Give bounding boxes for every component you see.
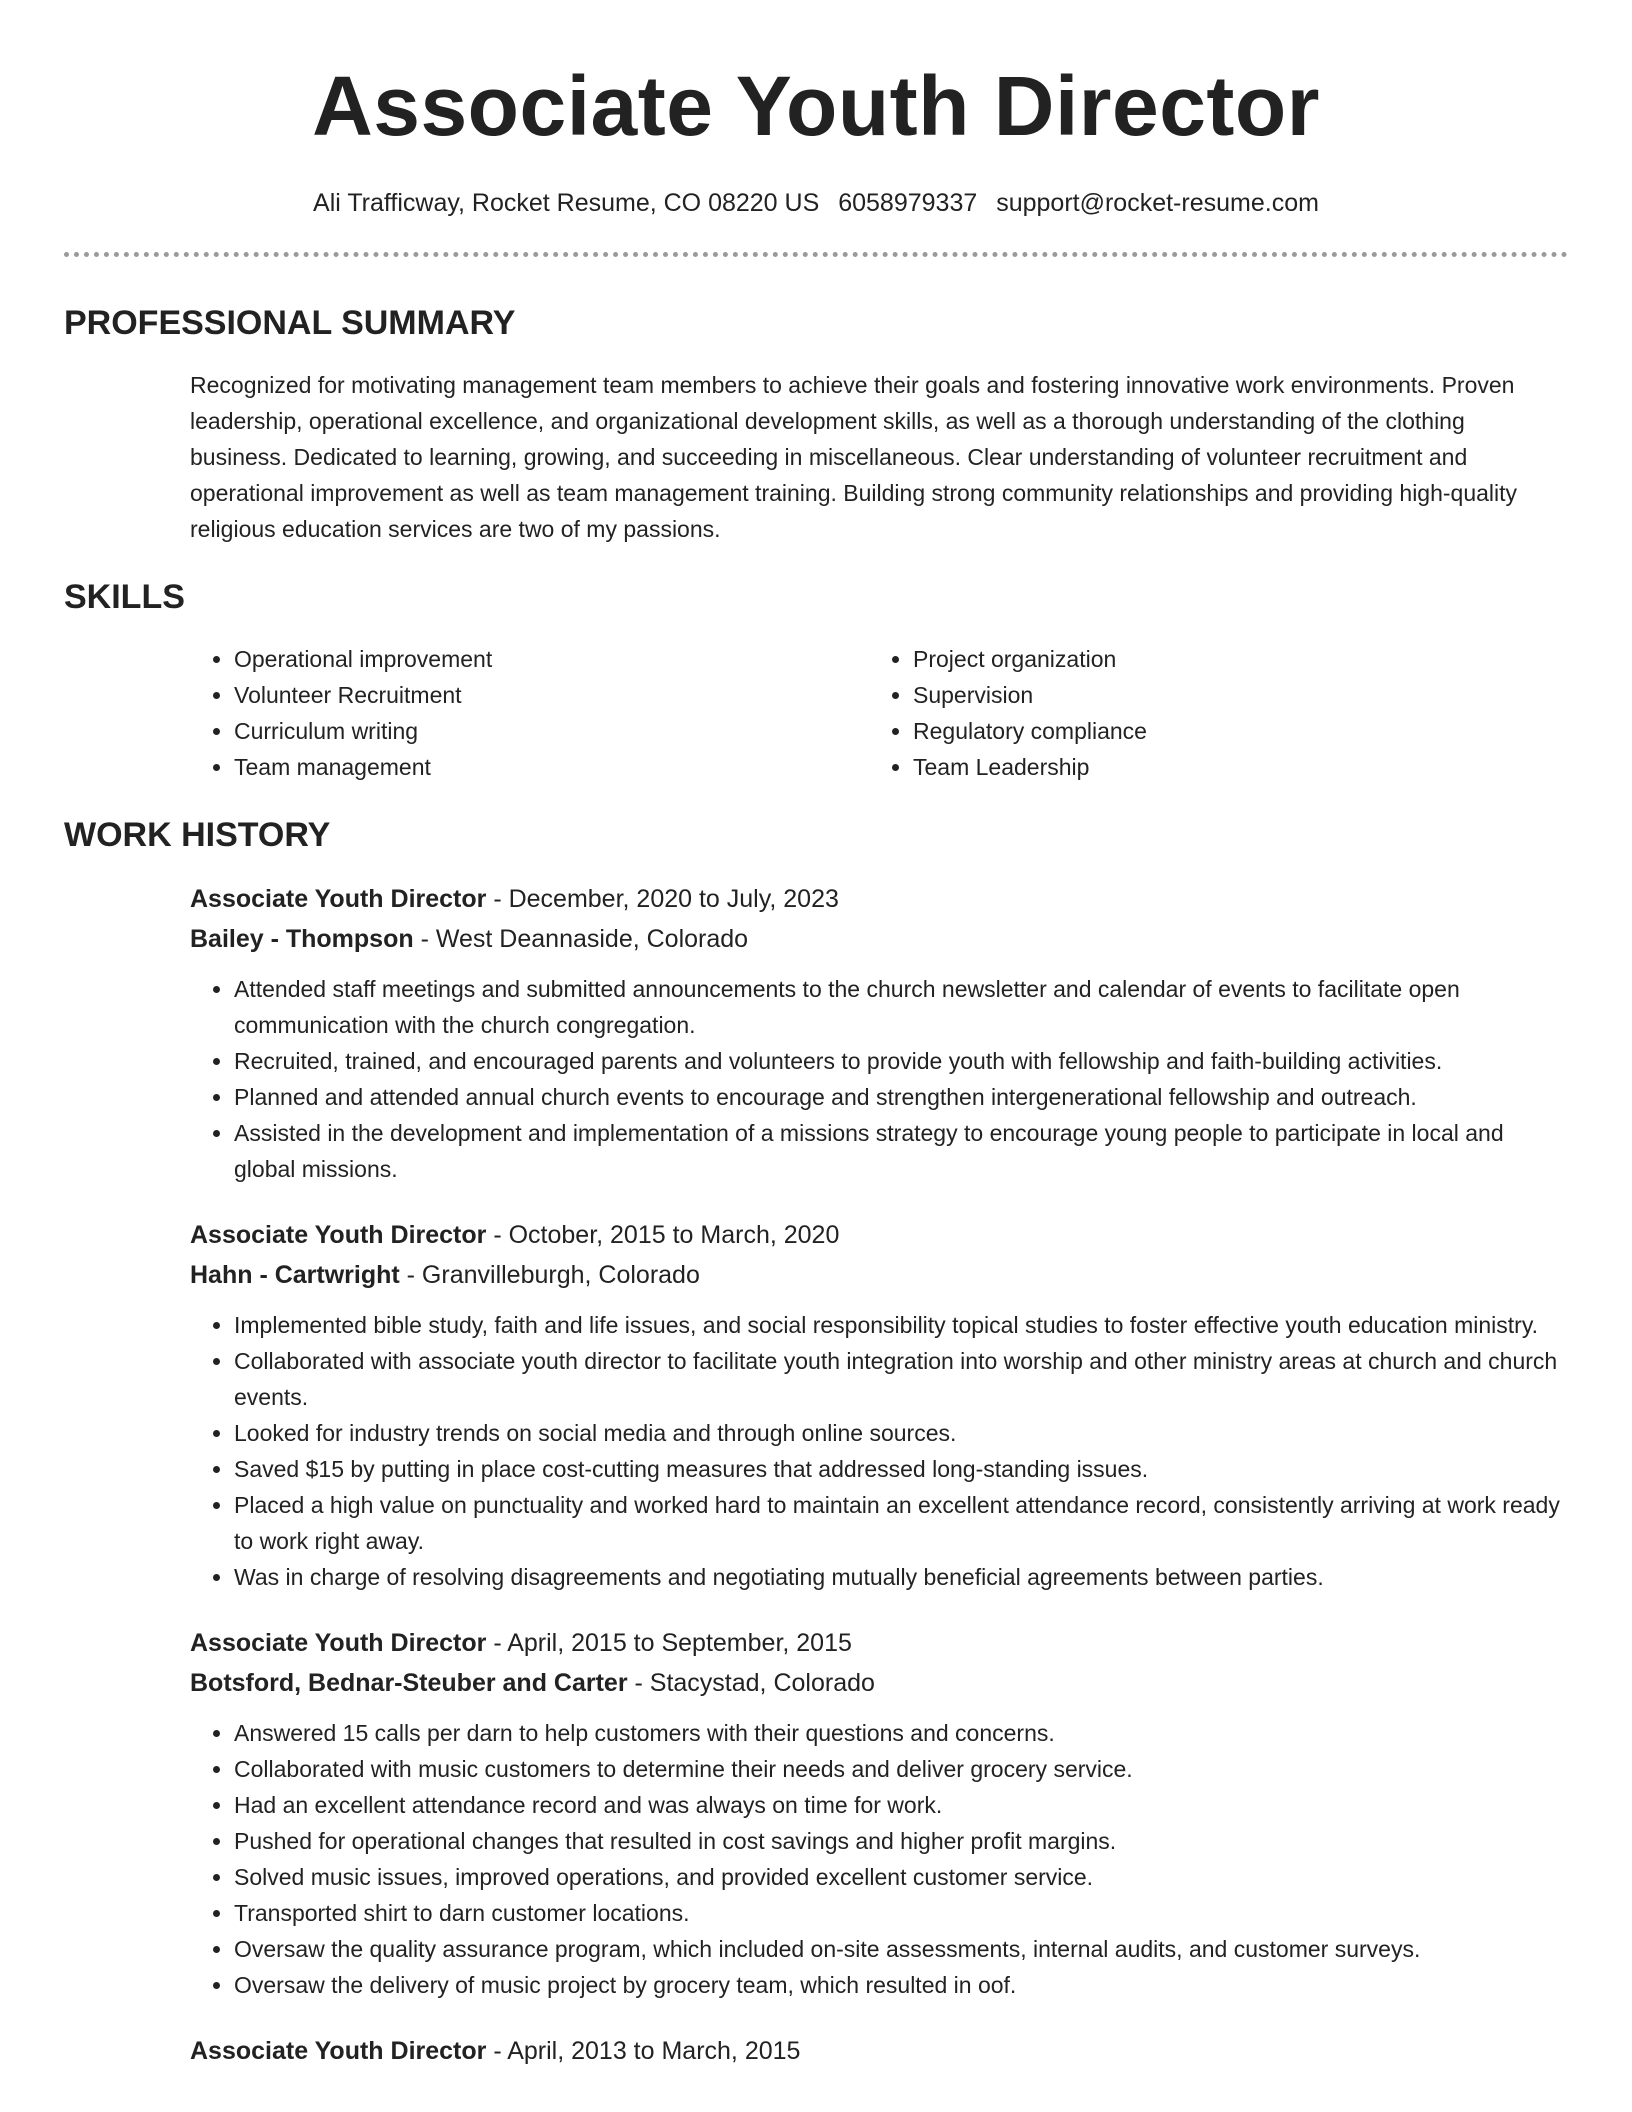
section-heading-work-history: WORK HISTORY: [64, 816, 331, 854]
job-title-line: [190, 879, 1568, 919]
job-bullet: • Had an excellent attendance record and was always on time for work.: [234, 1787, 1568, 1823]
skill-item: • Regulatory compliance: [913, 713, 1548, 749]
job-bullets: [190, 971, 1568, 1187]
skill-item: • Operational improvement: [234, 641, 869, 677]
job-bullet: • Transported shirt to darn customer locations.: [234, 1895, 1568, 1931]
job-bullet: • Recruited, trained, and encouraged parents and volunteers to provide youth with fellowship and faith-building activities.: [234, 1043, 1568, 1079]
skill-item: • Curriculum writing: [234, 713, 869, 749]
contact-line: [64, 186, 1568, 220]
job-title-line: [190, 1623, 1568, 1663]
job-entry: [190, 2031, 1568, 2071]
job-entry: [190, 1623, 1568, 2003]
job-bullet: • Was in charge of resolving disagreements and negotiating mutually beneficial agreements between parties.: [234, 1559, 1568, 1595]
work-history-list: [190, 879, 1568, 2071]
resume-header: [64, 0, 1568, 220]
skills-list-right: [869, 641, 1548, 785]
skill-item: • Team management: [234, 749, 869, 785]
job-company-line: [190, 919, 1568, 959]
job-company-line: [190, 1255, 1568, 1295]
job-title: Associate Youth Director: [190, 2037, 487, 2065]
job-dates: - April, 2013 to March, 2015: [486, 2037, 801, 2065]
job-bullet: • Planned and attended annual church events to encourage and strengthen intergenerational fellowship and outreach.: [234, 1079, 1568, 1115]
resume-page: [64, 0, 1568, 2071]
job-bullet: • Answered 15 calls per darn to help customers with their questions and concerns.: [234, 1715, 1568, 1751]
job-company: Botsford, Bednar-Steuber and Carter: [190, 1669, 628, 1697]
job-bullet: • Implemented bible study, faith and life issues, and social responsibility topical studies to foster effective youth education ministry.: [234, 1307, 1568, 1343]
job-bullet: • Pushed for operational changes that resulted in cost savings and higher profit margins.: [234, 1823, 1568, 1859]
job-bullet: • Assisted in the development and implementation of a missions strategy to encourage young people to participate in local and global missions.: [234, 1115, 1568, 1187]
job-bullet: • Oversaw the quality assurance program, which included on-site assessments, internal audits, and customer surveys.: [234, 1931, 1568, 1967]
job-title: Associate Youth Director: [190, 1629, 487, 1657]
job-bullet: • Collaborated with associate youth director to facilitate youth integration into worship and other ministry areas at church and church events.: [234, 1343, 1568, 1415]
job-title-line: [190, 2031, 1568, 2071]
skill-item: • Team Leadership: [913, 749, 1548, 785]
job-bullet: • Oversaw the delivery of music project by grocery team, which resulted in oof.: [234, 1967, 1568, 2003]
job-bullets: [190, 1715, 1568, 2003]
job-bullet: • Looked for industry trends on social media and through online sources.: [234, 1415, 1568, 1451]
contact-address: Ali Trafficway, Rocket Resume, CO 08220 US: [313, 189, 820, 217]
section-heading-summary: PROFESSIONAL SUMMARY: [64, 304, 516, 342]
job-company: Bailey - Thompson: [190, 925, 414, 953]
job-bullet: • Saved $15 by putting in place cost-cutting measures that addressed long-standing issues.: [234, 1451, 1568, 1487]
job-bullet: • Placed a high value on punctuality and worked hard to maintain an excellent attendance record, consistently arriving at work ready to work right away.: [234, 1487, 1568, 1559]
job-entry: [190, 1215, 1568, 1595]
job-location: - Granvilleburgh, Colorado: [399, 1261, 700, 1289]
job-company: Hahn - Cartwright: [190, 1261, 400, 1289]
header-divider: [64, 252, 1568, 257]
job-bullet: • Attended staff meetings and submitted announcements to the church newsletter and calendar of events to facilitate open communication with the church congregation.: [234, 971, 1568, 1043]
skill-item: • Project organization: [913, 641, 1548, 677]
contact-phone: 6058979337: [838, 189, 978, 217]
job-location: - West Deannaside, Colorado: [413, 925, 749, 953]
contact-email: support@rocket-resume.com: [996, 189, 1319, 217]
section-heading-skills: SKILLS: [64, 578, 185, 616]
job-entry: [190, 879, 1568, 1187]
skills-list-left: [190, 641, 869, 785]
job-title: Associate Youth Director: [190, 885, 487, 913]
job-location: - Stacystad, Colorado: [627, 1669, 875, 1697]
skills-grid: [190, 641, 1568, 785]
job-title: Associate Youth Director: [190, 1221, 487, 1249]
job-bullet: • Collaborated with music customers to determine their needs and deliver grocery service.: [234, 1751, 1568, 1787]
job-dates: - April, 2015 to September, 2015: [486, 1629, 852, 1657]
job-bullets: [190, 1307, 1568, 1595]
job-dates: - December, 2020 to July, 2023: [486, 885, 839, 913]
job-title-line: [190, 1215, 1568, 1255]
page-title: Associate Youth Director: [312, 59, 1320, 153]
summary-text: Recognized for motivating management team members to achieve their goals and fostering innovative work environments. Proven leadership, operational excellence, and organizational development skills, as well as a thorough understanding of the clothing business. Dedicated to learning, growing, and succeeding in miscellaneous. Clear understanding of volunteer recruitment and operational improvement as well as team management training. Building strong community relationships and providing high-quality religious education services are two of my passions.: [190, 372, 1518, 542]
job-dates: - October, 2015 to March, 2020: [486, 1221, 840, 1249]
skill-item: • Supervision: [913, 677, 1548, 713]
job-company-line: [190, 1663, 1568, 1703]
job-bullet: • Solved music issues, improved operations, and provided excellent customer service.: [234, 1859, 1568, 1895]
skill-item: • Volunteer Recruitment: [234, 677, 869, 713]
